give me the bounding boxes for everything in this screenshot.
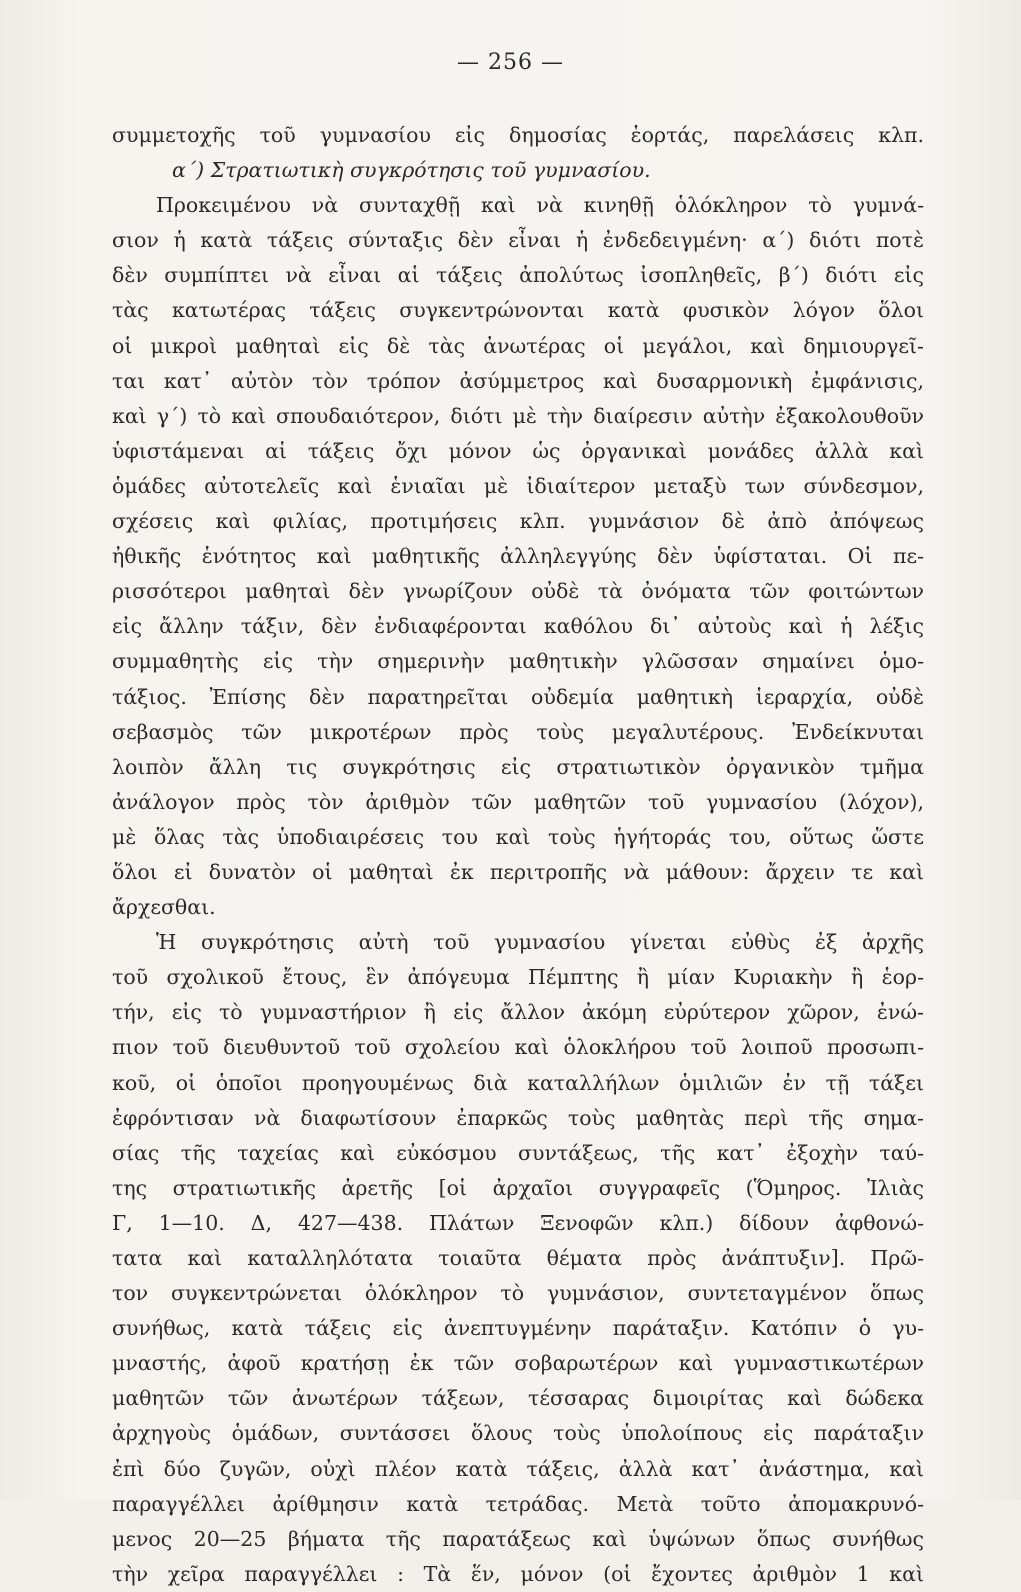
text-line: σεβασμὸς τῶν μικροτέρων πρὸς τοὺς μεγαλυτέρους. Ἐνδείκνυται: [112, 719, 924, 744]
text-line: εἰς ἄλλην τάξιν, δὲν ἐνδιαφέρονται καθόλου δι᾽ αὐτοὺς καὶ ἡ λέξις: [112, 614, 924, 639]
page-text: [112, 118, 924, 1592]
text-line: ἐφρόντισαν νὰ διαφωτίσουν ἐπαρκῶς τοὺς μαθητὰς περὶ τῆς σημα-: [112, 1105, 924, 1130]
text-line: συνήθως, κατὰ τάξεις εἰς ἀνεπτυγμένην παράταξιν. Κατόπιν ὁ γυ-: [112, 1316, 924, 1341]
text-line: ἐπὶ δύο ζυγῶν, οὐχὶ πλέον κατὰ τάξεις, ἀλλὰ κατ᾽ ἀνάστημα, καὶ: [112, 1456, 924, 1481]
section-heading: α΄) Στρατιωτικὴ συγκρότησις τοῦ γυμνασίου.: [172, 158, 651, 183]
text-line: πιον τοῦ διευθυντοῦ τοῦ σχολείου καὶ ὁλοκλήρου τοῦ λοιποῦ προσωπι-: [112, 1035, 924, 1060]
text-line: Προκειμένου νὰ συνταχθῇ καὶ νὰ κινηθῇ ὁλόκληρον τὸ γυμνά-: [156, 193, 924, 218]
text-line: δὲν συμπίπτει νὰ εἶναι αἱ τάξεις ἀπολύτως ἰσοπληθεῖς, β΄) διότι εἰς: [112, 263, 924, 288]
text-line: ἀνάλογον πρὸς τὸν ἀριθμὸν τῶν μαθητῶν τοῦ γυμνασίου (λόχον),: [112, 789, 924, 814]
text-line: ρισσότεροι μαθηταὶ δὲν γνωρίζουν οὐδὲ τὰ ὀνόματα τῶν φοιτώντων: [112, 579, 924, 604]
text-line: ὑφιστάμεναι αἱ τάξεις ὄχι μόνον ὡς ὀργανικαὶ μονάδες ἀλλὰ καὶ: [112, 438, 924, 463]
text-line: τὴν χεῖρα παραγγέλλει : Τὰ ἕν, μόνον (οἱ ἔχοντες ἀριθμὸν 1 καὶ: [112, 1561, 924, 1586]
text-line: μαθητῶν τῶν ἀνωτέρων τάξεων, τέσσαρας διμοιρίτας καὶ δώδεκα: [112, 1386, 924, 1411]
text-line: οἱ μικροὶ μαθηταὶ εἰς δὲ τὰς ἀνωτέρας οἱ μεγάλοι, καὶ δημιουργεῖ-: [112, 333, 924, 358]
text-line: σιον ἡ κατὰ τάξεις σύνταξις δὲν εἶναι ἡ ἐνδεδειγμένη· α΄) διότι ποτὲ: [112, 228, 924, 253]
text-line: τον συγκεντρώνεται ὁλόκληρον τὸ γυμνάσιον, συντεταγμένον ὅπως: [112, 1281, 924, 1306]
text-line: ται κατ᾽ αὐτὸν τὸν τρόπον ἀσύμμετρος καὶ δυσαρμονικὴ ἐμφάνισις,: [112, 368, 924, 393]
text-line: τήν, εἰς τὸ γυμναστήριον ἢ εἰς ἄλλον ἀκόμη εὐρύτερον χῶρον, ἐνώ-: [112, 1000, 924, 1025]
text-line: ἄρχεσθαι.: [112, 895, 216, 920]
text-line: τατα καὶ καταλληλότατα τοιαῦτα θέματα πρὸς ἀνάπτυξιν]. Πρῶ-: [112, 1246, 924, 1270]
text-line: σίας τῆς ταχείας καὶ εὐκόσμου συντάξεως, τῆς κατ᾽ ἐξοχὴν ταύ-: [112, 1140, 924, 1165]
text-line: της στρατιωτικῆς ἀρετῆς [οἱ ἀρχαῖοι συγγραφεῖς (Ὅμηρος. Ἰλιὰς: [112, 1175, 924, 1200]
text-line: λοιπὸν ἄλλη τις συγκρότησις εἰς στρατιωτικὸν ὀργανικὸν τμῆμα: [112, 754, 924, 779]
text-line: Ἡ συγκρότησις αὐτὴ τοῦ γυμνασίου γίνεται εὐθὺς ἐξ ἀρχῆς: [156, 930, 924, 955]
text-line: καὶ γ΄) τὸ καὶ σπουδαιότερον, διότι μὲ τὴν διαίρεσιν αὐτὴν ἐξακολουθοῦν: [112, 403, 924, 428]
text-line: ὁμάδες αὐτοτελεῖς καὶ ἑνιαῖαι μὲ ἰδιαίτερον μεταξὺ των σύνδεσμον,: [112, 473, 924, 498]
text-line: σχέσεις καὶ φιλίας, προτιμήσεις κλπ. γυμνάσιον δὲ ἀπὸ ἀπόψεως: [112, 509, 924, 534]
text-line: παραγγέλλει ἀρίθμησιν κατὰ τετράδας. Μετὰ τοῦτο ἀπομακρυνό-: [112, 1491, 924, 1516]
text-line: μναστής, ἀφοῦ κρατήσῃ ἐκ τῶν σοβαρωτέρων καὶ γυμναστικωτέρων: [112, 1351, 924, 1376]
text-line: συμμαθητὴς εἰς τὴν σημερινὴν μαθητικὴν γλῶσσαν σημαίνει ὁμο-: [112, 649, 924, 674]
text-line: μὲ ὅλας τὰς ὑποδιαιρέσεις του καὶ τοὺς ἡγήτοράς του, οὕτως ὥστε: [112, 824, 924, 849]
text-line: κοῦ, οἱ ὁποῖοι προηγουμένως διὰ καταλλήλων ὁμιλιῶν ἐν τῇ τάξει: [112, 1070, 924, 1095]
text-line: τοῦ σχολικοῦ ἔτους, ἓν ἀπόγευμα Πέμπτης ἢ μίαν Κυριακὴν ἢ ἑορ-: [112, 965, 924, 990]
text-line: τάξιος. Ἐπίσης δὲν παρατηρεῖται οὐδεμία μαθητικὴ ἱεραρχία, οὐδὲ: [112, 684, 924, 709]
text-line: ἠθικῆς ἑνότητος καὶ μαθητικῆς ἀλληλεγγύης δὲν ὑφίσταται. Οἱ πε-: [112, 544, 924, 569]
text-line: ὅλοι εἰ δυνατὸν οἱ μαθηταὶ ἐκ περιτροπῆς νὰ μάθουν: ἄρχειν τε καὶ: [112, 859, 924, 884]
text-line: συμμετοχῆς τοῦ γυμνασίου εἰς δημοσίας ἑορτάς, παρελάσεις κλπ.: [112, 123, 924, 147]
text-line: τὰς κατωτέρας τάξεις συγκεντρώνονται κατὰ φυσικὸν λόγον ὅλοι: [112, 298, 924, 323]
text-line: Γ, 1—10. Δ, 427—438. Πλάτων Ξενοφῶν κλπ.) δίδουν ἀφθονώ-: [112, 1210, 924, 1235]
text-line: ἀρχηγοὺς ὁμάδων, συντάσσει ὅλους τοὺς ὑπολοίπους εἰς παράταξιν: [112, 1421, 924, 1446]
page-number: — 256 —: [457, 50, 564, 75]
text-line: μενος 20—25 βήματα τῆς παρατάξεως καὶ ὑψώνων ὅπως συνήθως: [112, 1526, 924, 1551]
